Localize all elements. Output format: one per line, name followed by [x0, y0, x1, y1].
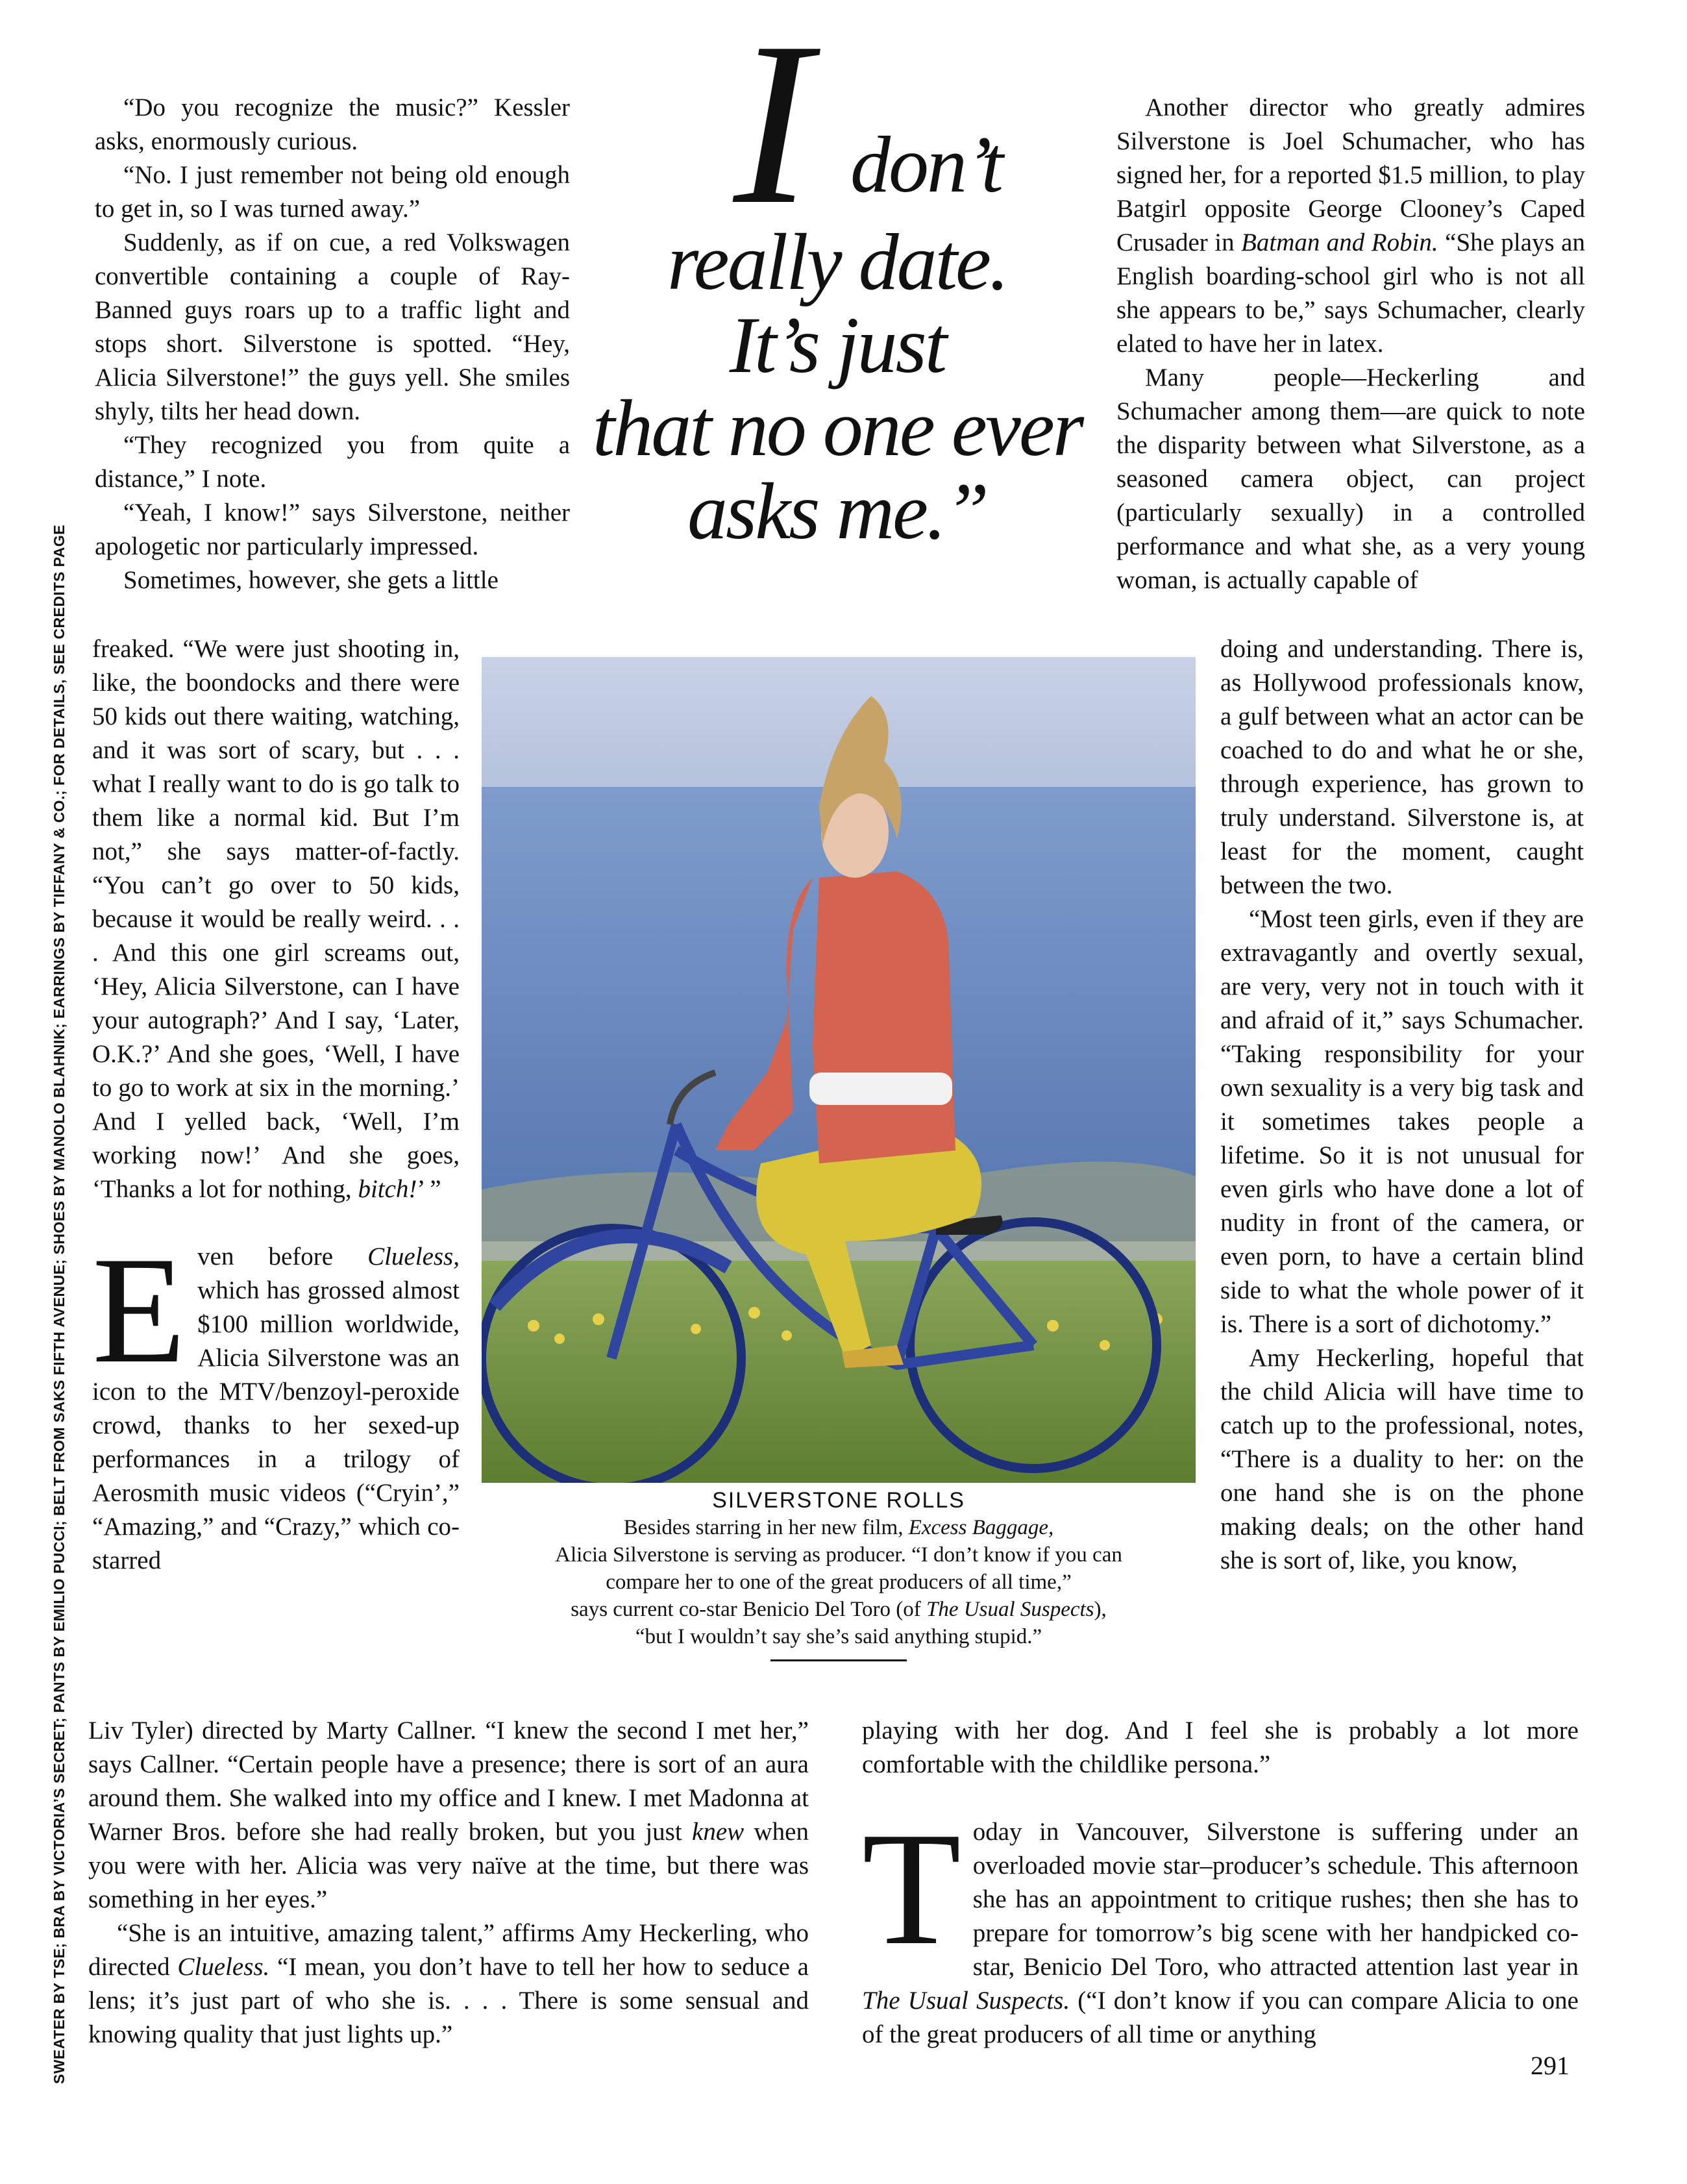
paragraph: Another director who greatly admires Silverstone is Joel Schumacher, who has signed her, for a reported $1.5 million, to play Batgirl opposite George Clooney’s Caped Crusader in Batman and Robin. “She plays an English boarding-school girl who is not all she appears to be,” says Schumacher, clearly elated to have her in latex.	[1116, 93, 1585, 358]
fashion-credits: SWEATER BY TSE; BRA BY VICTORIA’S SECRET; PANTS BY EMILIO PUCCI; BELT FROM SAKS FIFTH AVENUE; SHOES BY MANOLO BLAHNIK; EARRINGS BY TIFFANY & CO.; FOR DETAILS, SEE CREDITS PAGE	[51, 524, 68, 2084]
paragraph: Many people—Heckerling and Schumacher among them—are quick to note the disparity between what Silverstone, as a seasoned camera object, can project (particularly sexually) in a controlled performance and what she, as a very young woman, is actually capable of	[1116, 364, 1585, 594]
paragraph: “Most teen girls, even if they are extravagantly and overtly sexual, are very, very not in touch with it and afraid of it,” says Schumacher. “Taking responsibility for your own sexuality is a very big task and it sometimes takes people a lifetime. So it is not unusual for even girls who have done a lot of nudity in front of the camera, or even porn, to have a certain blind side to what the whole power of it is. There is a sort of dichotomy.”	[1220, 905, 1584, 1338]
paragraph: “She is an intuitive, amazing talent,” affirms Amy Heckerling, who directed Clueless. “I mean, you don’t have to tell her how to seduce a lens; it’s just part of who she is. . . . There is some sensual and knowing quality that just lights up.”	[88, 1919, 809, 2048]
left-column-narrow	[92, 632, 460, 1578]
right-column-top	[1116, 91, 1585, 597]
drop-cap-t: T	[862, 1799, 961, 1979]
paragraph: doing and understanding. There is, as Hollywood professionals know, a gulf between what an actor can be coached to do and what he or she, through experience, has grown to truly understand. Silverstone is, at least for the moment, caught between the two.	[1220, 635, 1584, 899]
paragraph: “Do you recognize the music?” Kessler asks, enormously curious.	[95, 93, 570, 155]
paragraph: Suddenly, as if on cue, a red Volkswagen convertible containing a couple of Ray-Banned guys roars up to a traffic light and stops short. Silverstone is spotted. “Hey, Alicia Silverstone!” the guys yell. She smiles shyly, tilts her head down.	[95, 229, 570, 425]
caption-line: Alicia Silverstone is serving as producer. “I don’t know if you can	[555, 1543, 1122, 1567]
page-number: 291	[1531, 2051, 1570, 2080]
paragraph: Liv Tyler) directed by Marty Callner. “I knew the second I met her,” says Callner. “Certain people have a presence; there is sort of an aura around them. She walked into my office and I knew. I met Madonna at Warner Bros. before she had really broken, but you just knew when you were with her. Alicia was very naïve at the time, but there was something in her eyes.”	[88, 1717, 809, 1913]
caption-rule	[770, 1659, 907, 1661]
pull-quote-line4: that no one ever	[592, 384, 1083, 473]
pull-quote-line5: asks me.”	[687, 467, 988, 556]
bottom-right-column	[862, 1714, 1579, 2052]
paragraph: freaked. “We were just shooting in, like, the boondocks and there were 50 kids out there waiting, watching, and it was sort of scary, but . . . what I really want to do is go talk to them like a normal kid. But I’m not,” she says matter-of-factly. “You can’t go over to 50 kids, because it would be really weird. . . . And this one girl screams out, ‘Hey, Alicia Silverstone, can I have your autograph?’ And I say, ‘Later, O.K.?’ And she goes, ‘Well, I have to go to work at six in the morning.’ And I yelled back, ‘Well, I’m working now!’ And she goes, ‘Thanks a lot for nothing, bitch!’ ”	[92, 635, 460, 1203]
paragraph: playing with her dog. And I feel she is probably a lot more comfortable with the childlike persona.”	[862, 1717, 1579, 1778]
caption-line: says current co-star Benicio Del Toro (of The Usual Suspects),	[571, 1598, 1107, 1621]
paragraph: “No. I just remember not being old enough to get in, so I was turned away.”	[95, 161, 570, 223]
pull-quote-line1	[584, 0, 1090, 253]
photo-caption	[482, 1487, 1196, 1661]
left-column-top	[95, 91, 570, 597]
paragraph: “Yeah, I know!” says Silverstone, neither apologetic nor particularly impressed.	[95, 499, 570, 560]
bottom-left-column	[88, 1714, 809, 2052]
paragraph-dropcap: Today in Vancouver, Silverstone is suffering under an overloaded movie star–producer’s schedule. This afternoon she has an appointment to critique rushes; then she has to prepare for tomorrow’s big scene with her handpicked co-star, Benicio Del Toro, who attracted attention last year in The Usual Suspects. (“I don’t know if you can compare Alicia to one of the great producers of all time or anything	[862, 1799, 1579, 2048]
drop-cap-e: E	[92, 1226, 186, 1395]
pull-quote-initial: I	[733, 0, 809, 253]
caption-title: SILVERSTONE ROLLS	[712, 1488, 965, 1513]
pull-quote-dont: don’t	[850, 120, 1002, 209]
pull-quote-line3: It’s just	[729, 301, 946, 390]
caption-line: compare her to one of the great producers of all time,”	[606, 1570, 1072, 1594]
photo-silverstone-bicycle	[482, 657, 1196, 1483]
paragraph: “They recognized you from quite a distance,” I note.	[95, 431, 570, 493]
pull-quote	[584, 0, 1090, 556]
caption-line: “but I wouldn’t say she’s said anything stupid.”	[635, 1625, 1042, 1648]
belt	[809, 1073, 952, 1105]
paragraph: Sometimes, however, she gets a little	[123, 566, 499, 594]
paragraph-dropcap: Even before Clueless, which has grossed almost $100 million worldwide, Alicia Silverstone was an icon to the MTV/benzoyl-peroxide crowd, thanks to her sexed-up performances in a trilogy of Aerosmith music videos (“Cryin’,” “Amazing,” and “Crazy,” which co-starred	[92, 1226, 460, 1574]
paragraph: Amy Heckerling, hopeful that the child Alicia will have time to catch up to the professional, notes, “There is a duality to her: on the one hand she is on the phone making deals; on the other hand she is sort of, like, you know,	[1220, 1344, 1584, 1574]
photo-illustration	[482, 657, 1196, 1483]
pull-quote-line2: really date.	[667, 217, 1008, 306]
right-column-narrow	[1220, 632, 1584, 1578]
caption-line: Besides starring in her new film, Excess Baggage,	[623, 1516, 1054, 1539]
